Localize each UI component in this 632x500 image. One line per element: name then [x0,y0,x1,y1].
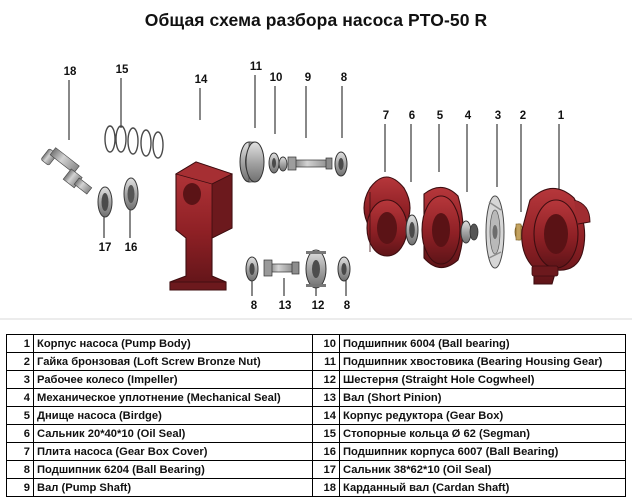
legend-right-text: Вал (Short Pinion) [340,389,626,407]
legend-left-num: 2 [7,353,34,371]
legend-right-text: Подшипник корпуса 6007 (Ball Bearing) [340,443,626,461]
legend-left-text: Рабочее колесо (Impeller) [34,371,313,389]
part-segman-rings [105,126,163,158]
part-oil-seal-38 [98,187,112,217]
legend-right-text: Карданный вал (Cardan Shaft) [340,479,626,497]
callout-8-lower-2: 8 [343,300,351,312]
legend-right-num: 13 [313,389,340,407]
legend-left-num: 6 [7,425,34,443]
callout-16: 16 [124,242,138,254]
page-title: Общая схема разбора насоса PTO-50 R [144,10,488,30]
legend-left-num: 3 [7,371,34,389]
parts-legend-table [6,334,626,497]
legend-right-num: 10 [313,335,340,353]
legend-left-num: 9 [7,479,34,497]
callout-10: 10 [269,72,283,84]
legend-left-text: Вал (Pump Shaft) [34,479,313,497]
callout-8-lower: 8 [250,300,258,312]
table-row [7,425,626,443]
table-row [7,443,626,461]
callout-8-top: 8 [340,72,348,84]
part-straight-hole-cogwheel [306,250,326,288]
part-ball-bearing-6004 [269,153,287,173]
legend-right-text: Стопорные кольца Ø 62 (Segman) [340,425,626,443]
part-pump-shaft [288,157,332,170]
part-gear-box [170,162,232,290]
parts-drawing [0,42,632,320]
part-gear-box-cover [364,177,410,256]
table-row [7,407,626,425]
callout-12: 12 [311,300,325,312]
legend-left-num: 1 [7,335,34,353]
part-bearing-housing-gear [240,142,264,182]
part-mechanical-seal [461,221,478,243]
callout-14: 14 [194,74,208,86]
legend-right-text: Сальник 38*62*10 (Oil Seal) [340,461,626,479]
table-row [7,371,626,389]
part-ball-bearing-6204-lower [246,257,258,281]
callout-6: 6 [408,110,416,122]
callout-5: 5 [436,110,444,122]
callout-17: 17 [98,242,112,254]
part-ball-bearing-6204-lower-2 [338,257,350,281]
part-ball-bearing-6204-top [335,152,347,176]
legend-right-num: 16 [313,443,340,461]
exploded-diagram [0,42,632,320]
table-row [7,461,626,479]
callout-13: 13 [278,300,292,312]
legend-left-text: Сальник 20*40*10 (Oil Seal) [34,425,313,443]
callout-1: 1 [557,110,565,122]
part-birdge [422,187,463,267]
legend-left-num: 5 [7,407,34,425]
legend-right-num: 18 [313,479,340,497]
legend-left-num: 7 [7,443,34,461]
legend-left-text: Гайка бронзовая (Loft Screw Bronze Nut) [34,353,313,371]
legend-left-text: Плита насоса (Gear Box Cover) [34,443,313,461]
legend-left-text: Подшипник 6204 (Ball Bearing) [34,461,313,479]
part-impeller [486,196,504,268]
callout-11: 11 [249,61,263,73]
legend-right-num: 15 [313,425,340,443]
callout-2: 2 [519,110,527,122]
callout-4: 4 [464,110,472,122]
part-short-pinion [264,260,299,276]
part-bearing-6007 [124,178,138,210]
table-row [7,479,626,497]
legend-right-num: 11 [313,353,340,371]
callout-15: 15 [115,64,129,76]
part-oil-seal-20 [406,215,418,245]
legend-left-text: Механическое уплотнение (Mechanical Seal) [34,389,313,407]
callout-9: 9 [304,72,312,84]
part-cardan-shaft [41,148,92,194]
legend-right-text: Корпус редуктора (Gear Box) [340,407,626,425]
callout-3: 3 [494,110,502,122]
table-row [7,389,626,407]
legend-left-num: 4 [7,389,34,407]
legend-right-num: 17 [313,461,340,479]
legend-right-num: 12 [313,371,340,389]
legend-right-text: Подшипник хвостовика (Bearing Housing Gear) [340,353,626,371]
legend-right-num: 14 [313,407,340,425]
callout-18: 18 [63,66,77,78]
table-row [7,335,626,353]
legend-left-text: Корпус насоса (Pump Body) [34,335,313,353]
legend-left-num: 8 [7,461,34,479]
legend-left-text: Днище насоса (Birdge) [34,407,313,425]
part-pump-body [522,188,590,284]
legend-right-text: Подшипник 6004 (Ball bearing) [340,335,626,353]
table-row [7,353,626,371]
legend-right-text: Шестерня (Straight Hole Cogwheel) [340,371,626,389]
callout-7: 7 [382,110,390,122]
